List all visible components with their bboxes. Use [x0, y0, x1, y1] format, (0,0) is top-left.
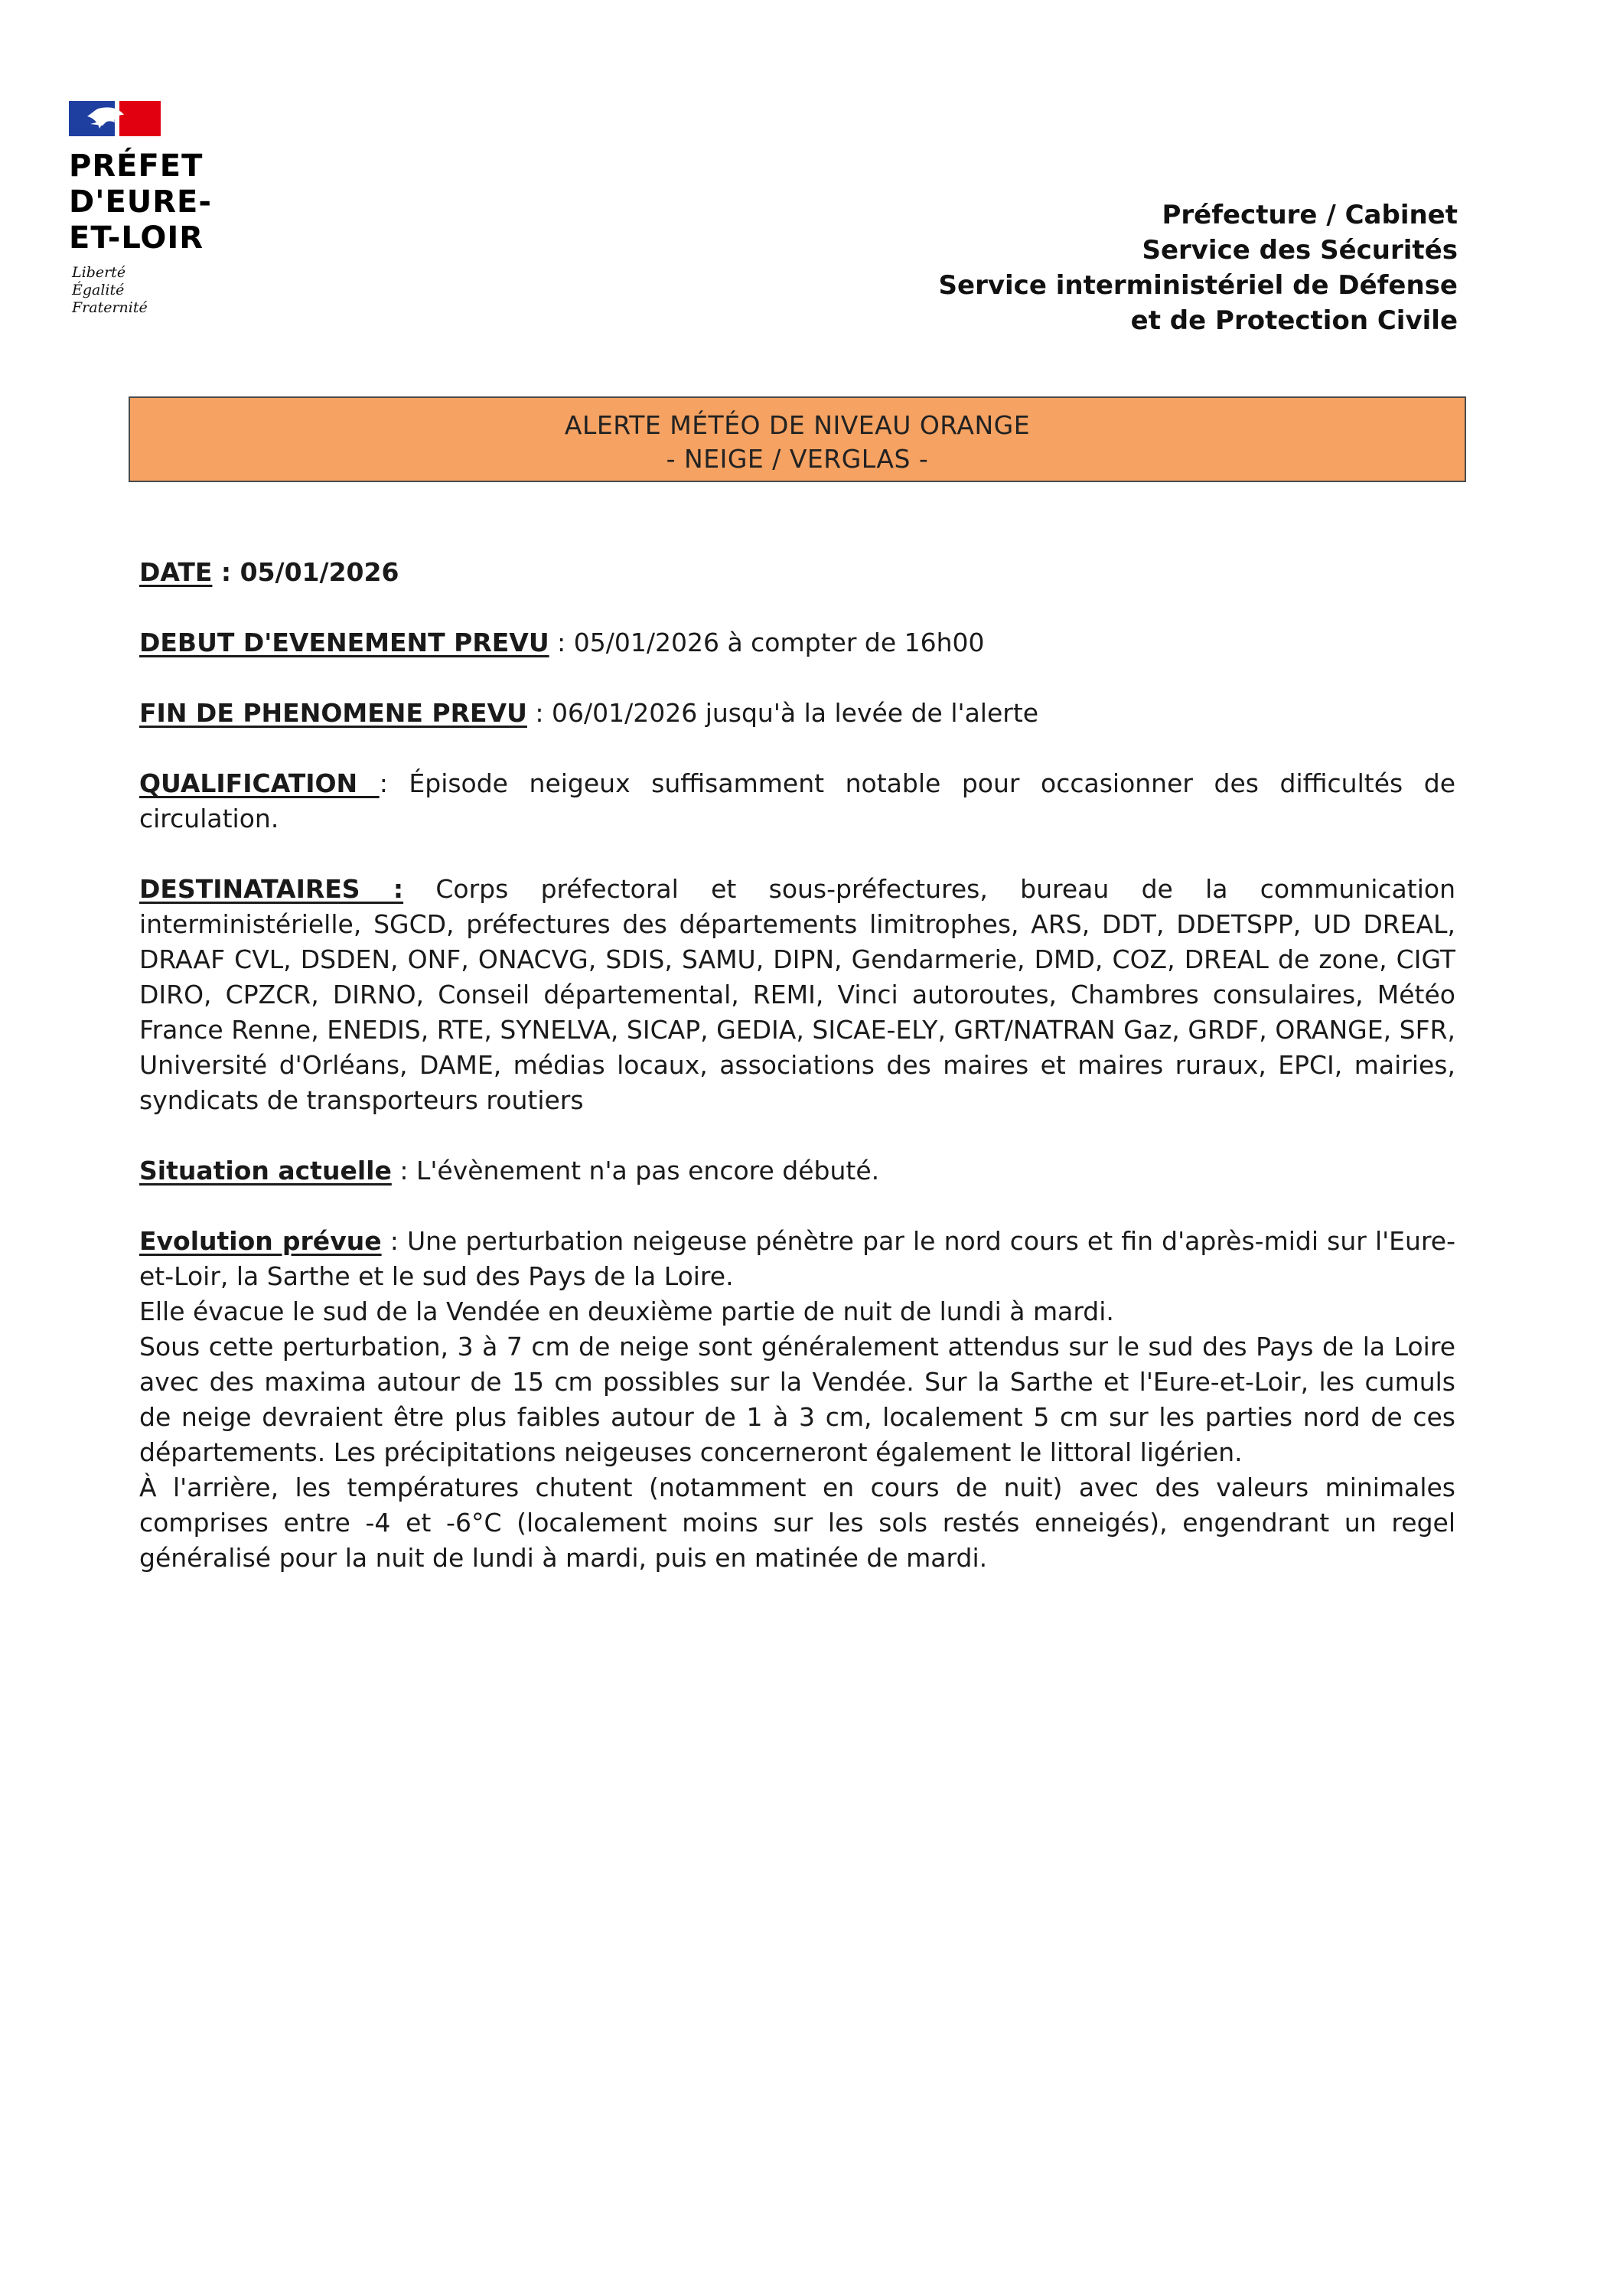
qualification-value: Épisode neigeux suffisamment notable pour occasionner des difficultés de circulation. [139, 768, 1455, 833]
service-line-4: et de Protection Civile [1130, 305, 1458, 336]
qualification-label: QUALIFICATION [139, 768, 380, 798]
fin-line [139, 696, 1455, 731]
prefecture-logo [69, 101, 298, 317]
fin-value: 06/01/2026 jusqu'à la levée de l'alerte [552, 698, 1039, 728]
marianne-flag-icon [69, 101, 161, 136]
logo-title-line-1: PRÉFET [69, 148, 204, 184]
evolution-text-1: Une perturbation neigeuse pénètre par le nord cours et fin d'après-midi sur l'Eure-et-Loir, la Sarthe et le sud des Pays de la Loire. [139, 1226, 1455, 1291]
service-line-3: Service interministériel de Défense [938, 270, 1458, 301]
destinataires-paragraph [139, 872, 1455, 1118]
bulletin-body [139, 555, 1455, 1611]
fin-label: FIN DE PHENOMENE PREVU [139, 698, 527, 728]
alert-banner [129, 396, 1466, 482]
destinataires-value: Corps préfectoral et sous-préfectures, bureau de la communication interministérielle, SGCD, préfectures des départements limitrophes, ARS, DDT, DDETSPP, UD DREAL, DRAAF CVL, DSDEN, ONF, ONACVG, SDIS, SAMU, DIPN, Gendarmerie, DMD, COZ, DREAL de zone, CIGT DIRO, CPZCR, DIRNO, Conseil départemental, REMI, Vinci autoroutes, Chambres consulaires, Météo France Renne, ENEDIS, RTE, SYNELVA, SICAP, GEDIA, SICAE-ELY, GRT/NATRAN Gaz, GRDF, ORANGE, SFR, Université d'Orléans, DAME, médias locaux, associations des maires et maires ruraux, EPCI, mairies, syndicats de transporteurs routiers [139, 874, 1455, 1115]
motto-fraternite: Fraternité [72, 299, 148, 316]
service-line-2: Service des Sécurités [1142, 235, 1458, 266]
situation-separator: : [391, 1156, 416, 1186]
evolution-text-3: Sous cette perturbation, 3 à 7 cm de neige sont généralement attendus sur le sud des Pays de la Loire avec des maxima autour de 15 cm possibles sur la Vendée. Sur la Sarthe et l'Eure-et-Loir, les cumuls de neige devraient être plus faibles autour de 1 à 3 cm, localement 5 cm sur les parties nord de ces départements. Les précipitations neigeuses concerneront également le littoral ligérien. [139, 1332, 1455, 1467]
logo-title-line-2: D'EURE- [69, 184, 212, 220]
evolution-text-4: À l'arrière, les températures chutent (notamment en cours de nuit) avec des valeurs minimales comprises entre -4 et -6°C (localement moins sur les sols restés enneigés), engendrant un regel généralisé pour la nuit de lundi à mardi, puis en matinée de mardi. [139, 1473, 1455, 1573]
evolution-label: Evolution prévue [139, 1226, 382, 1256]
motto-egalite: Égalité [72, 282, 125, 298]
evolution-text-2: Elle évacue le sud de la Vendée en deuxième partie de nuit de lundi à mardi. [139, 1296, 1114, 1326]
alert-subtitle: - NEIGE / VERGLAS - [666, 444, 929, 474]
debut-line [139, 625, 1455, 660]
situation-value: L'évènement n'a pas encore débuté. [416, 1156, 880, 1186]
qualification-separator: : [379, 768, 409, 798]
service-header [939, 197, 1458, 338]
date-value: 05/01/2026 [240, 557, 399, 587]
evolution-separator: : [381, 1226, 407, 1256]
debut-separator: : [549, 628, 574, 657]
fin-separator: : [526, 698, 552, 728]
logo-title-line-3: ET-LOIR [69, 220, 204, 256]
destinataires-label: DESTINATAIRES : [139, 874, 404, 904]
evolution-paragraph [139, 1224, 1455, 1576]
debut-value: 05/01/2026 à compter de 16h00 [573, 628, 985, 657]
debut-label: DEBUT D'EVENEMENT PREVU [139, 628, 549, 657]
date-separator: : [212, 557, 240, 587]
date-label: DATE [139, 557, 213, 587]
qualification-paragraph [139, 766, 1455, 837]
motto-liberte: Liberté [72, 264, 126, 281]
date-line [139, 555, 1455, 590]
service-line-1: Préfecture / Cabinet [1162, 200, 1458, 230]
situation-label: Situation actuelle [139, 1156, 392, 1186]
situation-line [139, 1153, 1455, 1189]
alert-title: ALERTE MÉTÉO DE NIVEAU ORANGE [564, 410, 1031, 440]
flag-red-panel [119, 101, 161, 136]
